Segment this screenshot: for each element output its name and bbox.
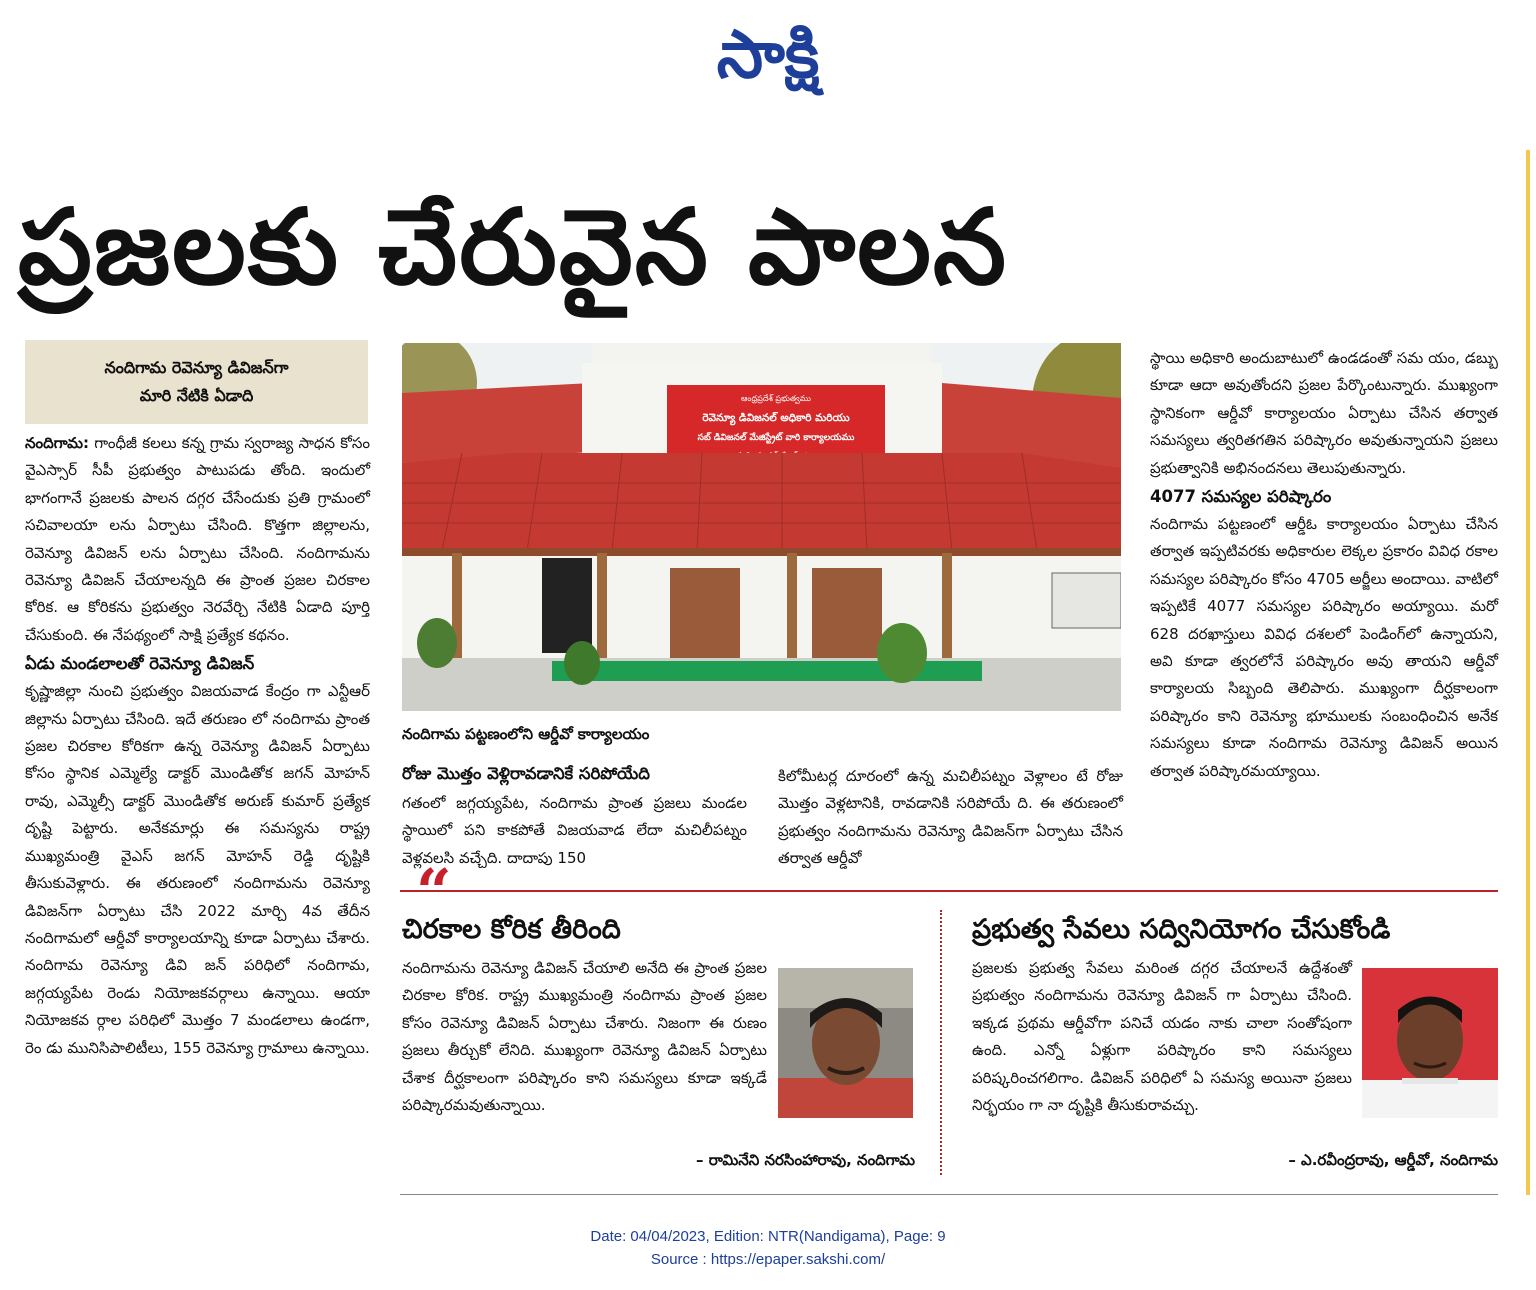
quotes-vertical-divider bbox=[940, 910, 942, 1175]
sign-line-3: సబ్ డివిజనల్ మేజిస్ట్రేట్ వారి కార్యాలయము bbox=[697, 433, 855, 443]
dateline: నందిగామ: bbox=[25, 434, 89, 452]
subheading-box bbox=[25, 340, 368, 424]
travel-paragraph-part-2: కిలోమీటర్ల దూరంలో ఉన్న మచిలీపట్నం వెళ్లాలం టే రోజు మొత్తం వెళ్లటానికి, రావడానికి సరిపోయే ది. ఈ తరుణంలో ప్రభుత్వం నందిగామను రెవెన్యూ డివిజన్‌గా ఏర్పాటు చేసిన తర్వాత ఆర్డీవో bbox=[778, 767, 1123, 868]
quote-1-title: చిరకాల కోరిక తీరింది bbox=[402, 914, 621, 945]
mandals-paragraph: కృష్ణాజిల్లా నుంచి ప్రభుత్వం విజయవాడ కేంద్రం గా ఎన్టీఆర్‌ జిల్లాను ఏర్పాటు చేసింది. ఇదే తరుణం లో నందిగామ ప్రాంత ప్రజల చిరకాల కోరికగా ఉన్న రెవెన్యూ డివిజన్‌ ఏర్పాటు కోసం స్థానిక ఎమ్మెల్యే డాక్టర్‌ మొండితోక జగన్‌ మోహన్‌ రావు, ఎమ్మెల్సీ డాక్టర్‌ మొండితోక అరుణ్‌ కుమార్‌ ప్రత్యేక దృష్టి పెట్టారు. అనేకమార్లు ఈ సమస్యను రాష్ట్ర ముఖ్యమంత్రి వైఎస్‌ జగన్‌ మోహన్‌ రెడ్డి దృష్టికి తీసుకువెళ్లారు. ఈ తరుణంలో నందిగామను రెవెన్యూ డివిజన్‌గా ఏర్పాటు చేసి 2022 మార్చి 4వ తేదీన నందిగామలో ఆర్డీవో కార్యాలయాన్ని కూడా ఏర్పాటు చేశారు. నందిగామ రెవెన్యూ డివి జన్‌ పరిధిలో నందిగామ, జగ్గయ్యపేట రెండు నియోజకవర్గాలు ఉన్నాయి. ఆయా నియోజకవ ర్గాల పరిధిలో మొత్తం 7 మండలాలు ఉండగా, రెం డు మునిసిపాలిటీలు, 155 రెవెన్యూ గ్రామాలు ఉన్నాయి. bbox=[25, 682, 370, 1057]
section-heading-resolutions: 4077 సమస్యల పరిష్కారం bbox=[1150, 487, 1332, 507]
quote-1-portrait bbox=[778, 968, 913, 1118]
masthead-logo: సాక్షి bbox=[716, 16, 820, 93]
resolutions-paragraph: నందిగామ పట్టణంలో ఆర్డీఓ కార్యాలయం ఏర్పాటు చేసిన తర్వాత ఇప్పటివరకు అధికారుల లెక్కల ప్రకారం వివిధ రకాల సమస్యల పరిష్కారం కోసం 4705 అర్జీలు అందాయి. వాటిలో ఇప్పటికే 4077 సమస్యల పరిష్కారం అయ్యాయి. మరో 628 దరఖాస్తులు వివిధ దశలలో పెండింగ్‌లో ఉన్నాయని, అవి కూడా త్వరలోనే పరిష్కారం అవు తాయని ఆర్డీవో కార్యాలయ సిబ్బంది తెలిపారు. ముఖ్యంగా దీర్ఘకాలంగా పరిష్కారం కాని రెవెన్యూ భూములకు సంబంధించిన అనేక సమస్యలు కూడా నందిగామ రెవెన్యూ డివిజన్‌ అయిన తర్వాత పరిష్కారమయ్యాయి. bbox=[1150, 515, 1498, 780]
quote-1-text: నందిగామను రెవెన్యూ డివిజన్‌ చేయాలి అనేది ఈ ప్రాంత ప్రజల చిరకాల కోరిక. రాష్ట్ర ముఖ్యమంత్రి నందిగామ ప్రాంత ప్రజల కోసం రెవెన్యూ డివిజన్‌ ఏర్పాటు చేశారు. నిజంగా ఈ రుణం ప్రజలు తీర్చుకో లేనిది. ముఖ్యంగా రెవెన్యూ డివిజన్‌ ఏర్పాటు చేశాక దీర్ఘకాలంగా పరిష్కారం కాని సమస్యలు కూడా ఇక్కడే పరిష్కారమవుతున్నాయి. bbox=[402, 959, 767, 1115]
bottom-rule bbox=[400, 1194, 1498, 1195]
intro-paragraph: గాంధీజీ కలలు కన్న గ్రామ స్వరాజ్య సాధన కోసం వైఎస్సార్‌ సీపీ ప్రభుత్వం పాటుపడు తోంది. ఇందులో భాగంగానే ప్రజలకు పాలన దగ్గర చేసేందుకు ప్రతి గ్రామంలో సచివాలయా లను ఏర్పాటు చేసింది. కొత్తగా జిల్లాలను, రెవెన్యూ డివిజన్‌ లను ఏర్పాటు చేసింది. నందిగామను రెవెన్యూ డివిజన్‌ చేయాలన్నది ఈ ప్రాంత ప్రజల చిరకాల కోరిక. ఆ కోరికను ప్రభుత్వం నెరవేర్చి నేటికి ఏడాది పూర్తి చేసుకుంది. ఈ నేపథ్యంలో సాక్షి ప్రత్యేక కథనం. bbox=[25, 434, 370, 644]
quote-1-attribution: – రామినేని నరసింహారావు, నందిగామ bbox=[696, 1151, 915, 1169]
article-column-1 bbox=[25, 430, 370, 1062]
footer-edition-info: Date: 04/04/2023, Edition: NTR(Nandigama), Page: 9 bbox=[590, 1228, 946, 1245]
quote-2-portrait bbox=[1362, 968, 1498, 1118]
section-heading-mandals: ఏడు మండలాలతో రెవెన్యూ డివిజన్‌ bbox=[25, 654, 255, 674]
quote-mark-icon: “ bbox=[416, 855, 452, 928]
benefits-paragraph: స్థాయి అధికారి అందుబాటులో ఉండడంతో సమ యం, డబ్బు కూడా ఆదా అవుతోందని ప్రజల పేర్కొంటున్నారు. ముఖ్యంగా స్థానికంగా ఆర్డీవో కార్యాలయం ఏర్పాటు చేసిన తర్వాత సమస్యలు త్వరితగతిన పరిష్కారం అవుతున్నాయని ప్రజలు ప్రభుత్వానికి అభినందనలు తెలుపుతున్నారు. bbox=[1150, 349, 1498, 477]
section-heading-travel: రోజు మొత్తం వెళ్లిరావడానికే సరిపోయేది bbox=[402, 764, 650, 783]
office-building-illustration bbox=[402, 343, 1121, 711]
page-edge-rule bbox=[1526, 150, 1530, 1195]
headline: ప్రజలకు చేరువైన పాలన bbox=[18, 186, 1009, 308]
article-column-4 bbox=[1150, 345, 1498, 785]
sign-line-1: ఆంధ్రప్రదేశ్ ప్రభుత్వము bbox=[741, 394, 811, 403]
quote-2-attribution: – ఎ.రవీంద్రరావు, ఆర్డీవో, నందిగామ bbox=[1288, 1151, 1498, 1169]
subheading-line-2: మారి నేటికి ఏడాది bbox=[139, 386, 254, 405]
photo-caption: నందిగామ పట్టణంలోని ఆర్డీవో కార్యాలయం bbox=[402, 725, 650, 743]
sign-line-2: రెవెన్యూ డివిజనల్ అధికారి మరియు bbox=[702, 412, 850, 424]
subheading-line-1: నందిగామ రెవెన్యూ డివిజన్‌గా bbox=[104, 358, 289, 377]
travel-paragraph-part-1: గతంలో జగ్గయ్యపేట, నందిగామ ప్రాంత ప్రజలు మండల స్థాయిలో పని కాకపోతే విజయవాడ లేదా మచిలీపట్నం వెళ్లవలసి వచ్చేది. దాదాపు 150 bbox=[402, 794, 747, 867]
footer-source-link[interactable]: Source : https://epaper.sakshi.com/ bbox=[650, 1251, 886, 1268]
quote-2-title: ప్రభుత్వ సేవలు సద్వినియోగం చేసుకోండి bbox=[972, 914, 1391, 945]
quotes-divider-rule bbox=[400, 890, 1498, 892]
quote-2-text: ప్రజలకు ప్రభుత్వ సేవలు మరింత దగ్గర చేయాలనే ఉద్దేశంతో ప్రభుత్వం నందిగామను రెవెన్యూ డివిజన్‌ గా ఏర్పాటు చేసింది. ఇక్కడ ప్రథమ ఆర్డీవోగా పనిచే యడం నాకు చాలా సంతోషంగా ఉంది. ఎన్నో ఏళ్లుగా పరిష్కారం కాని సమస్యలు పరిష్కరించగలిగాం. డివిజన్‌ పరిధిలో ఏ సమస్య అయినా ప్రజలు నిర్భయం గా నా దృష్టికి తీసుకురావచ్చు. bbox=[972, 959, 1352, 1115]
rdo-office-photo bbox=[402, 343, 1121, 711]
